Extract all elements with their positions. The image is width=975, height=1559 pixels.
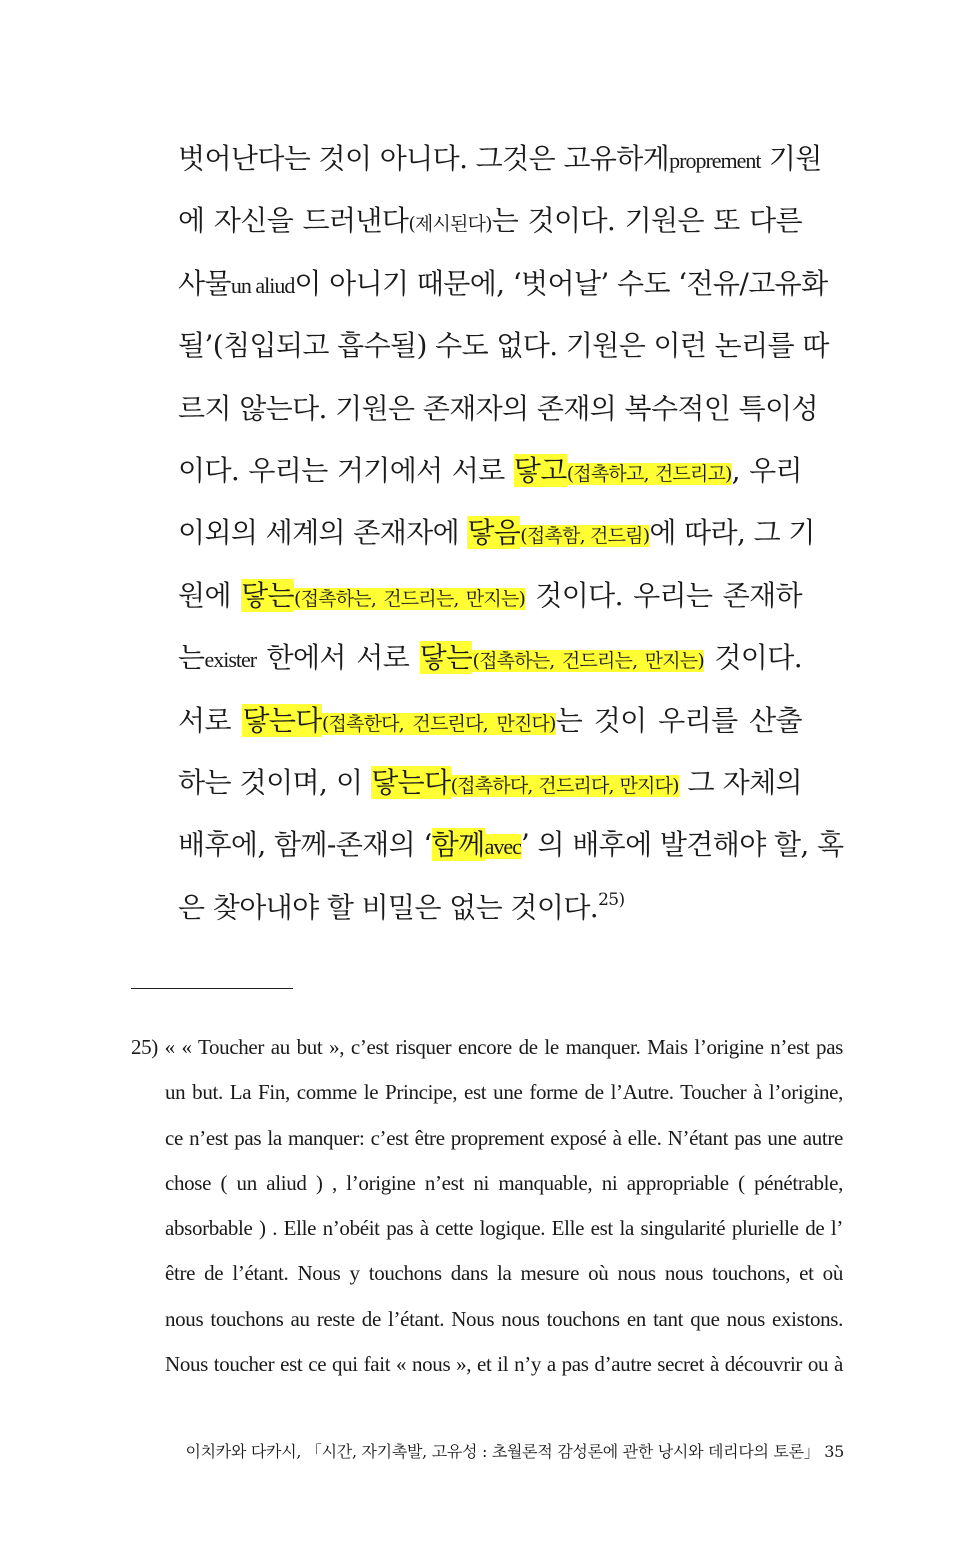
highlighted-text: (접촉하는, 건드리는, 만지는) [472,650,704,673]
text-run: 사물 [178,266,231,300]
highlighted-text: 닿음 [467,516,521,550]
text-run: 원에 [178,578,242,612]
running-footer: 이치카와 다카시, 「시간, 자기촉발, 고유성 : 초월론적 감성론에 관한 낭시와 데리다의 토론」 35 [185,1442,844,1461]
text-run: exister [204,647,257,673]
highlighted-text: avec [484,834,521,860]
text-run: 는 [178,641,205,675]
body-line [178,502,815,564]
highlighted-text: (접촉한다, 건드린다, 만진다) [321,712,556,735]
body-line [178,440,802,502]
text-run: 것이다. [703,641,802,675]
text-run: 는 것이다. 기원은 또 다른 [491,204,802,238]
footnote-line: nous touchons au reste de l’étant. Nous nous touchons en tant que nous existons. [165,1306,843,1331]
main-text [178,128,844,939]
highlighted-text: 닿는 [241,578,294,612]
text-run: 은 찾아내야 할 비밀은 없는 것이다. [178,890,599,924]
highlighted-text: 닿는 [419,641,473,675]
text-run: 에 자신을 드러낸다 [178,204,409,238]
text-run: un aliud [230,272,295,298]
highlighted-text: (접촉하고, 건드리고) [566,462,732,485]
body-line [178,814,844,876]
highlighted-text: 닿고 [513,453,567,487]
highlighted-text: (접촉하는, 건드리는, 만지는) [294,587,526,610]
text-run: ’ 의 배후에 발견해야 할, 혹 [520,828,844,862]
body-line [178,565,802,627]
footnote-line: chose ( un aliud ) , l’origine n’est ni manquable, ni appropriable ( pénétrable, [165,1170,843,1195]
text-run: 벗어난다는 것이 아니다. 그것은 고유하게 [178,142,670,175]
footnote-rule [131,988,293,989]
footnote-line: un but. La Fin, comme le Principe, est une forme de l’Autre. Toucher à l’origine, [165,1080,843,1105]
text-run: 기원 [760,142,822,175]
text-run: 배후에, 함께-존재의 ‘ [178,828,432,862]
text-run: 이다. 우리는 거기에서 서로 [178,453,514,487]
text-run: , 우리 [731,453,803,487]
body-line [178,315,829,377]
body-line [178,378,818,440]
footnote-marker: 25) [598,889,625,910]
footnote-line: être de l’étant. Nous y touchons dans la mesure où nous nous touchons, et où [165,1261,843,1286]
text-run: 는 것이 우리를 산출 [555,703,803,737]
highlighted-text: (접촉하다, 건드리다, 만지다) [450,774,679,797]
text-run: 르지 않는다. 기원은 존재자의 존재의 복수적인 특이성 [178,391,818,425]
text-run: 에 따라, 그 기 [649,516,815,550]
highlighted-text: 함께 [431,828,485,862]
text-run: 될’(침입되고 흡수될) 수도 없다. 기원은 이런 논리를 따 [178,329,829,363]
footnote-line: absorbable ) . Elle n’obéit pas à cette logique. Elle est la singularité plurielle de l’ [165,1216,843,1241]
body-line [178,752,802,814]
footnote-block [131,1025,843,1387]
text-run: (제시된다) [408,213,492,236]
footnote-line: Nous toucher est ce qui fait « nous », et il n’y a pas d’autre secret à découvrir ou à [165,1352,843,1377]
text-run: 이 아니기 때문에, ‘벗어날’ 수도 ‘전유/고유화 [294,266,828,300]
text-run: 한에서 서로 [256,641,420,675]
text-run: proprement [669,148,761,173]
body-line [178,690,802,752]
body-line [178,877,802,939]
highlighted-text: 닿는다 [371,765,451,799]
body-line [178,190,802,252]
text-run: 것이다. 우리는 존재하 [525,578,802,612]
highlighted-text: (접촉함, 건드림) [520,525,650,548]
text-run: 하는 것이며, 이 [178,765,372,799]
body-line [178,627,802,689]
footnote-line: 25) « « Toucher au but », c’est risquer encore de le manquer. Mais l’origine n’est pas [131,1035,843,1059]
body-line [178,128,822,190]
highlighted-text: 닿는다 [242,703,322,737]
footnote-line: ce n’est pas la manquer: c’est être proprement exposé à elle. N’étant pas une autre [165,1125,843,1150]
text-run: 그 자체의 [678,765,802,799]
text-run: 서로 [178,703,243,737]
body-line [178,253,828,315]
text-run: 이외의 세계의 존재자에 [178,516,468,550]
